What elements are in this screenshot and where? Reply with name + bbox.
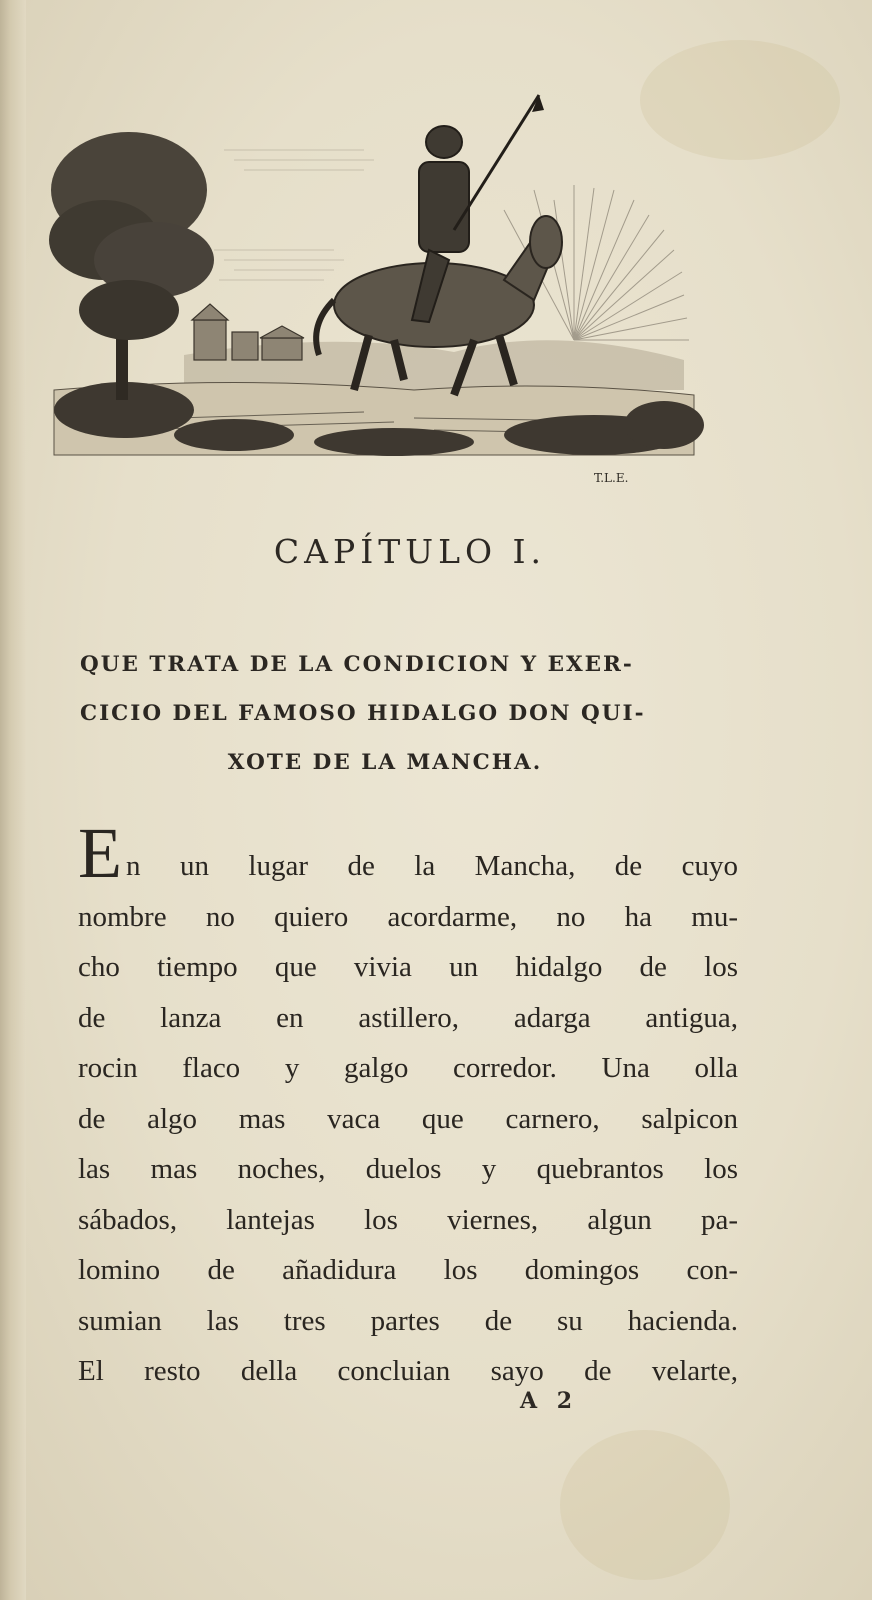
text-line: El resto della concluian sayo de velarte,: [78, 1355, 738, 1387]
chapter-subtitle: [80, 640, 730, 787]
text-line: cho tiempo que vivia un hidalgo de los: [78, 951, 738, 983]
text-line: de algo mas vaca que carnero, salpicon: [78, 1102, 738, 1135]
paper-stain: [560, 1430, 730, 1580]
text-line: lomino de añadidura los domingos con-: [78, 1254, 738, 1286]
chapter-text: [78, 813, 738, 1397]
lance: [454, 95, 539, 230]
drop-cap: E: [78, 813, 122, 893]
text-line-first: [78, 813, 738, 893]
text-line: sábados, lantejas los viernes, algun pa-: [78, 1203, 738, 1236]
text-line: n un lugar de la Mancha, de cuyo: [125, 850, 738, 882]
text-line: sumian las tres partes de su hacienda.: [78, 1304, 738, 1337]
signature-mark: A 2: [520, 1388, 579, 1414]
text-line: nombre no quiero acordarme, no ha mu-: [78, 900, 738, 933]
subtitle-line: QUE TRATA DE LA CONDICION Y EXER-: [80, 652, 634, 677]
text-line: rocin flaco y galgo corredor. Una olla: [78, 1052, 738, 1084]
subtitle-line: CICIO DEL FAMOSO HIDALGO DON QUI-: [80, 701, 646, 726]
subtitle-line: XOTE DE LA MANCHA.: [227, 750, 543, 775]
village: [192, 304, 304, 360]
chapter-heading: CAPÍTULO I.: [273, 532, 547, 571]
text-line: las mas noches, duelos y quebrantos los: [78, 1153, 738, 1185]
engraving-vignette: [34, 90, 704, 495]
binding-edge: [0, 0, 26, 1600]
engraver-mark: T.L.E.: [594, 471, 629, 485]
text-line: de lanza en astillero, adarga antigua,: [78, 1001, 738, 1034]
